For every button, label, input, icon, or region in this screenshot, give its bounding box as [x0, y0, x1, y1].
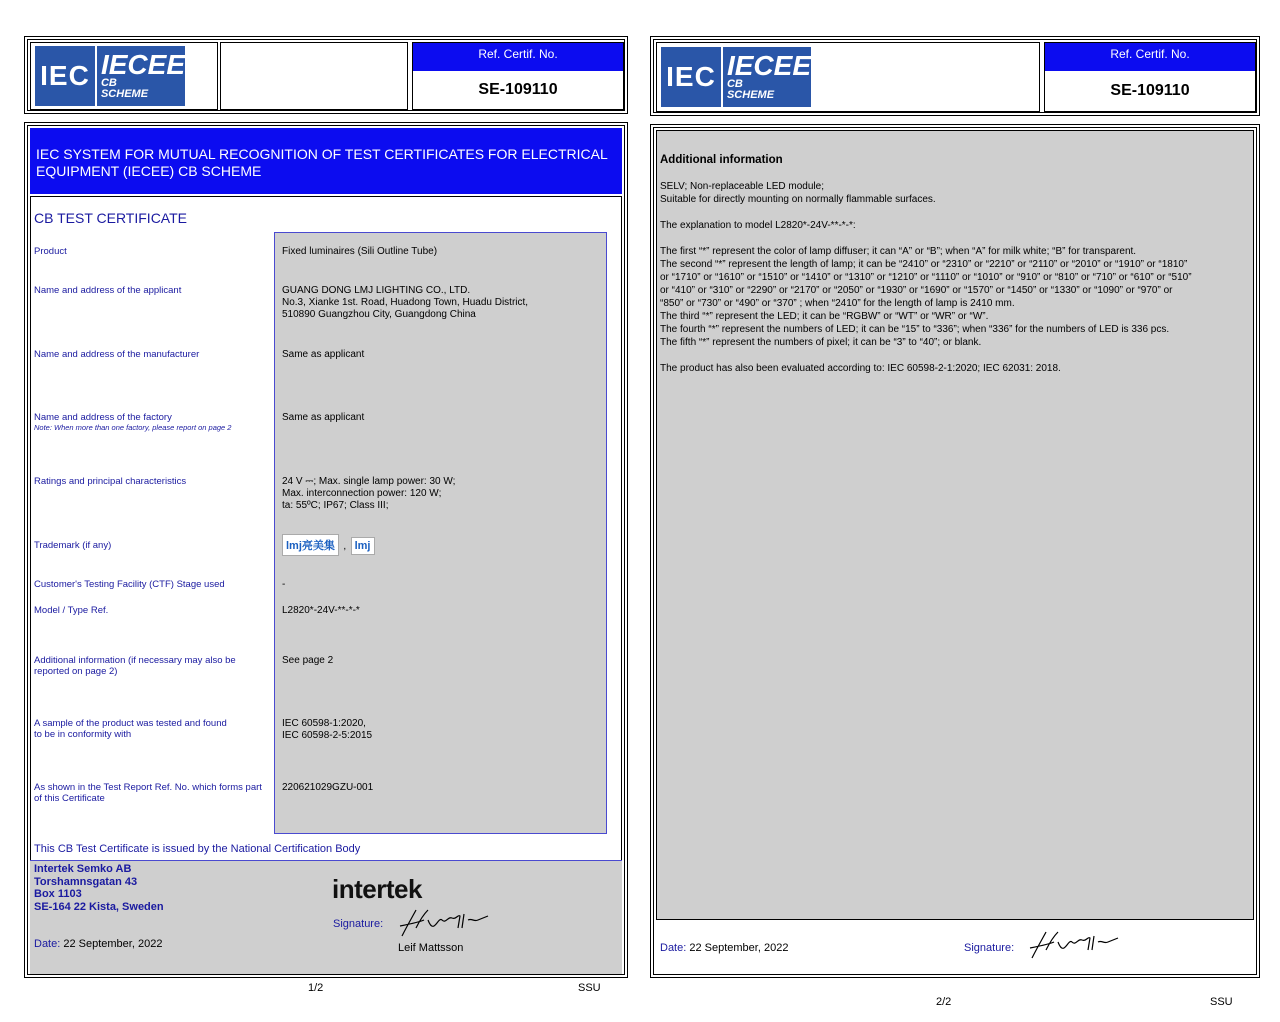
label-conformity: A sample of the product was tested and found to be in conformity with: [34, 718, 227, 740]
signer-name: Leif Mattsson: [398, 942, 464, 954]
para-model-8: The fifth “*” represent the numbers of pixel; it can be “3” to “40”; or blank.: [660, 337, 982, 348]
para-explanation: The explanation to model L2820*-24V-**-*-*:: [660, 220, 856, 231]
page2-logo-box: [656, 42, 1040, 112]
para-selv-2: Suitable for directly mounting on normally flammable surfaces.: [660, 194, 936, 205]
page2-signature-label: Signature:: [964, 942, 1015, 954]
label-ctf: Customer's Testing Facility (CTF) Stage used: [34, 579, 225, 590]
factory-note: Note: When more than one factory, please report on page 2: [34, 423, 232, 432]
para-evaluated: The product has also been evaluated according to: IEC 60598-2-1:2020; IEC 62031: 2018.: [660, 363, 1061, 374]
para-selv-1: SELV; Non-replaceable LED module;: [660, 181, 824, 192]
page1-footer-code: SSU: [578, 982, 601, 994]
iec-iecee-logo: [661, 47, 811, 107]
date-row: Date: 22 September, 2022: [34, 938, 163, 950]
additional-info-text: [660, 180, 1252, 375]
additional-info-heading: Additional information: [660, 154, 783, 166]
signature-label: Signature:: [333, 918, 384, 930]
page2-body: [650, 124, 1260, 978]
iecee-logo-text: IECEE CB SCHEME: [721, 47, 811, 107]
page2-ref-certif-box: [1044, 42, 1256, 112]
intertek-logo: intertek: [332, 874, 422, 904]
ref-certif-number: SE-109110: [478, 81, 558, 98]
label-ratings: Ratings and principal characteristics: [34, 476, 187, 487]
para-model-6: The third “*” represent the LED; it can be “RGBW” or “WT” or “WR” or “W”.: [660, 311, 989, 322]
page1-header: [24, 36, 628, 114]
page2-number: 2/2: [936, 996, 952, 1008]
trademark-separator: ,: [343, 541, 347, 552]
page2-ref-certif-number: SE-109110: [1110, 82, 1190, 99]
value-additional: See page 2: [282, 655, 334, 666]
value-panel: [274, 232, 607, 834]
value-model: L2820*-24V-**-*-*: [282, 605, 360, 616]
page1-body: [24, 122, 628, 978]
label-model: Model / Type Ref.: [34, 605, 109, 616]
issued-by-text: This CB Test Certificate is issued by the National Certification Body: [34, 843, 361, 855]
trademark-logo-2: lmj: [351, 537, 375, 555]
value-factory: Same as applicant: [282, 412, 365, 423]
ref-certif-label: Ref. Certif. No.: [413, 43, 623, 71]
para-model-4: or “410” or “310” or “2290” or “2170” or “2050” or “1930” or “1690” or “1570” or “1450” or “1330” or “1090” or “970” or: [660, 285, 1173, 296]
label-manufacturer: Name and address of the manufacturer: [34, 349, 200, 360]
value-manufacturer: Same as applicant: [282, 349, 365, 360]
page2-ref-certif-label: Ref. Certif. No.: [1045, 43, 1255, 71]
title-band: IEC SYSTEM FOR MUTUAL RECOGNITION OF TEST CERTIFICATES FOR ELECTRICAL EQUIPMENT (IECEE) CB SCHEME: [30, 128, 622, 194]
page2-signature-image: [1024, 928, 1120, 962]
page1-number: 1/2: [308, 982, 324, 994]
para-model-1: The first “*” represent the color of lamp diffuser; it can “A” or “B”; when “A” for milk white; “B” for transparent.: [660, 246, 1137, 257]
header-empty-box: [220, 42, 408, 110]
iec-iecee-logo: [35, 46, 185, 106]
trademark-logo-1: lmj亮美集: [282, 534, 339, 556]
iec-iecee-logo-box: [30, 42, 218, 110]
label-factory: Name and address of the factory: [34, 412, 172, 423]
signature-image: [394, 906, 490, 940]
value-ratings: 24 V ⎓; Max. single lamp power: 30 W; Max. interconnection power: 120 W; ta: 55ºC; IP67; Class III;: [282, 476, 456, 511]
para-model-3: or “1710” or “1610” or “1510” or “1410” or “1310” or “1210” or “1110” or “1010” or “910” or “810” or “710” or “610” or “510”: [660, 272, 1192, 283]
value-applicant: GUANG DONG LMJ LIGHTING CO., LTD. No.3, Xianke 1st. Road, Huadong Town, Huadu District, 510890 Guangzhou City, Guangdong China: [282, 285, 529, 320]
value-conformity: IEC 60598-1:2020, IEC 60598-2-5:2015: [282, 718, 373, 741]
iec-logo-text: IEC: [40, 60, 90, 91]
value-test-report: 220621029GZU-001: [282, 782, 374, 793]
para-model-2: The second “*” represent the length of lamp; it can be “2410” or “2310” or “2210” or “2110” or “2010” or “1910” or “1810”: [660, 259, 1188, 270]
label-test-report: As shown in the Test Report Ref. No. which forms part of this Certificate: [34, 782, 262, 804]
iecee-logo-text: IECEE CB SCHEME: [95, 46, 185, 106]
ncb-address: Intertek Semko AB Torshamnsgatan 43 Box 1103 SE-164 22 Kista, Sweden: [34, 863, 164, 913]
label-trademark: Trademark (if any): [34, 540, 112, 551]
page2-date-row: Date: 22 September, 2022: [660, 942, 789, 954]
value-ctf: -: [282, 579, 286, 590]
trademark-logos: [282, 534, 402, 558]
ref-certif-box: [412, 42, 624, 110]
para-model-5: “850” or “730” or “490” or “370” ; when “2410” for the length of lamp is 2410 mm.: [660, 298, 1015, 309]
page2-footer-code: SSU: [1210, 996, 1233, 1008]
page2-header: [650, 36, 1260, 116]
cert-heading: CB TEST CERTIFICATE: [34, 210, 187, 226]
label-product: Product: [34, 246, 67, 257]
value-product: Fixed luminaires (Sili Outline Tube): [282, 246, 438, 257]
label-additional: Additional information (if necessary may also be reported on page 2): [34, 655, 236, 677]
para-model-7: The fourth “*” represent the numbers of LED; it can be “15” to “336”; when “336” for the numbers of LED is 336 pcs.: [660, 324, 1170, 335]
iec-logo-text: IEC: [666, 61, 716, 92]
label-applicant: Name and address of the applicant: [34, 285, 182, 296]
